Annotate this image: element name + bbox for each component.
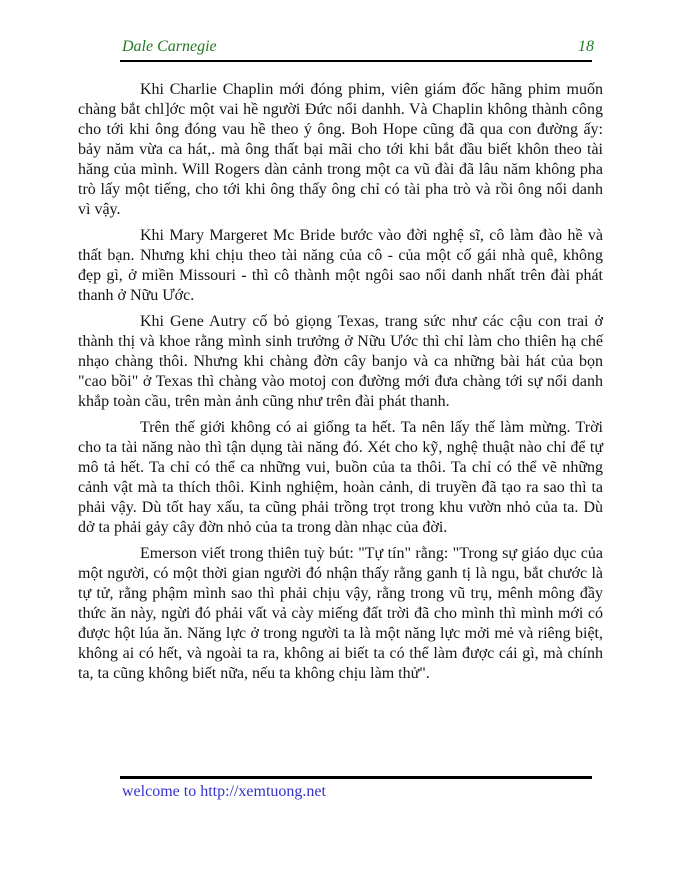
- paragraph-mcbride: Khi Mary Margeret Mc Bride bước vào đời nghệ sĩ, cô làm đào hề và thất bạn. Nhưng khi chịu theo tài năng của cô - của một cố gái nhà quê, không đẹp gì, ở miền Missouri - thì cô thành một ngôi sao nổi danh nhất trên đài phát thanh ở Nữu Ước.: [78, 227, 603, 304]
- header-author: Dale Carnegie: [122, 38, 217, 55]
- paragraph-unique-self: Trên thế giới không có ai giống ta hết. Ta nên lấy thế làm mừng. Trời cho ta tài năng nào thì tận dụng tài năng đó. Xét cho kỹ, nghệ thuật nào chỉ để tự mô tả hết. Ta chỉ có thể ca những vui, buồn của ta thôi. Ta chỉ có thể vẽ những cảnh vật mà ta thích thôi. Kinh nghiệm, hoàn cảnh, di truyền đã tạo ra sao thì ta phải vậy. Dù tốt hay xấu, ta cũng phải trồng trọt trong khu vườn nhỏ của ta. Dù dở ta phải gảy cây đờn nhỏ của ta trong dàn nhạc của đời.: [78, 419, 603, 536]
- header-page-number: 18: [578, 38, 594, 55]
- footer-link[interactable]: welcome to http://xemtuong.net: [122, 783, 326, 800]
- paragraph-chaplin: Khi Charlie Chaplin mới đóng phim, viên giám đốc hãng phim muốn chàng bắt chl]ớc một vai hề người Đức nổi danhh. Và Chaplin không thành công cho tới khi ông đóng vau hề theo ý ông. Boh Hope cũng đã qua con đường ấy: bảy năm vừa ca hát,. mà ông thất bại mãi cho tới khi bắt đầu biết khôn theo tài hăng của mình. Will Rogers dàn cảnh trong một ca vũ đài đã lâu năm không pha trò lấy một tiếng, cho tới khi ông thấy ông chỉ có tài pha trò và rồi ông nổi danh vì vậy.: [78, 81, 603, 218]
- footer-rule: [120, 776, 592, 779]
- paragraph-emerson: Emerson viết trong thiên tuỳ bút: "Tự tín" rằng: "Trong sự giáo dục của một người, có một thời gian người đó nhận thấy rằng ganh tị là ngu, bắt chước là tự tử, rằng phậm mình sao thì phải chịu vậy, rằng trong vũ trụ, mênh mông đầy thức ăn này, ngừi đó phải vất vả cày miếng đất trời đã cho mình thì mình mới có được hột lúa ăn. Năng lực ở trong người ta là một năng lực mởi mẻ và riêng biệt, không ai có hết, và ngoài ta ra, không ai biết ta có thể làm được cái gì, mà chính ta, ta cũng không biết nữa, nếu ta không chịu làm thử".: [78, 545, 603, 682]
- header-rule: [120, 60, 592, 62]
- paragraph-autry: Khi Gene Autry cố bỏ giọng Texas, trang sức như các cậu con trai ở thành thị và khoe rằng mình sinh trưởng ở Nữu Ước thì chỉ làm cho thiên hạ chế nhạo chàng thôi. Nhưng khi chàng đờn cây banjo và ca những bài hát của bọn "cao bồi" ở Texas thì chàng vào motoj con đường mới đưa chàng tới sự nổi danh khắp toàn cầu, trên màn ảnh cũng như trên đài phát thanh.: [78, 313, 603, 410]
- page-body: [78, 80, 603, 690]
- page-header: [122, 38, 594, 56]
